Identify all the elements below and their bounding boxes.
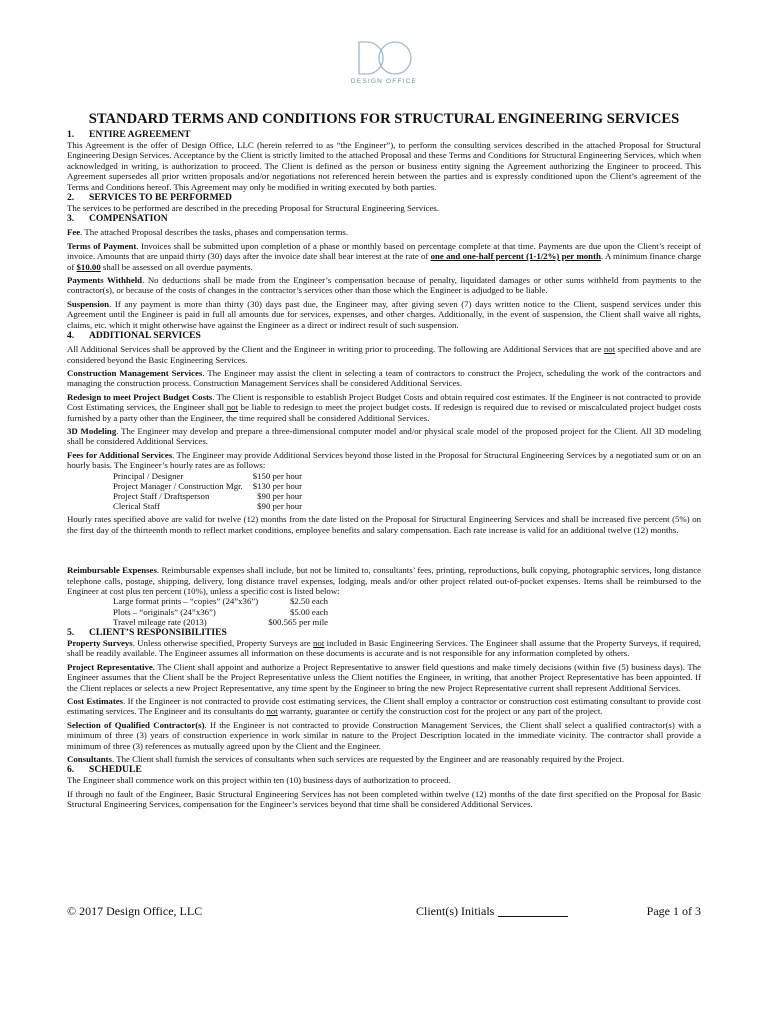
paragraph-terms-of-payment: Terms of Payment. Invoices shall be submitted upon completion of a phase or monthly based on percentage complete at that time. Payments are due upon the Client’s receipt of invoice. Amounts that are unpaid thirty (30) days after the invoice date shall bear interest at the rate of one and one-half percent (1-1/2%) per month. A minimum finance charge of $10.00 shall be assessed on all overdue payments. bbox=[67, 240, 702, 272]
section-heading-client-responsibilities: 5. CLIENT’S RESPONSIBILITIES bbox=[67, 627, 227, 639]
paragraph-property-surveys: Property Surveys. Unless otherwise specified, Property Surveys are not included in Basic Engineering Services. The Engineer shall assume that the Property Surveys, if required, shall be readily available. The Engineer assumes all information on these documents is accurate and is not responsible for any information completed by others. bbox=[67, 638, 701, 659]
table-row: Project Staff / Draftsperson $90 per hour bbox=[113, 490, 303, 501]
table-row: Principal / Designer $150 per hour bbox=[113, 470, 303, 481]
paragraph-consultants: Consultants. The Client shall furnish the services of consultants when such services are requested by the Engineer and are reasonably required by the Project. bbox=[67, 754, 625, 765]
reimbursable-costs-table bbox=[113, 596, 328, 627]
design-office-logo bbox=[0, 40, 768, 85]
document-title: STANDARD TERMS AND CONDITIONS FOR STRUCTURAL ENGINEERING SERVICES bbox=[88, 111, 680, 127]
paragraph-suspension: Suspension. If any payment is more than thirty (30) days past due, the Engineer may, after giving seven (7) days written notice to the Client, suspend services under this Agreement until the Engineer is paid in full all amounts due for services, expenses, and other charges. Additionally, in the event of suspension, the Client shall waive all rights, claims, etc. which it might otherwise have against the Engineer as a direct or indirect result of such suspension. bbox=[67, 298, 701, 330]
do-logo-mark-icon bbox=[353, 40, 415, 76]
paragraph-project-representative: Project Representative. The Client shall appoint and authorize a Project Representative to answer field questions and make timely decisions (within five (5) business days). The Engineer assumes that the Client shall be the Project Representative unless the Client notifies the Engineer, in writing, that another Project Representative has been appointed. If the Client replaces or selects a new Project Representative, any time spent by the Engineer to bring the new Project Representative current shall represent Additional Services. bbox=[67, 661, 701, 693]
paragraph-additional-intro: All Additional Services shall be approved by the Client and the Engineer in writing prior to proceeding. The following are Additional Services that are not specified above and are considered beyond the Basic Engineering Services. bbox=[67, 344, 702, 365]
paragraph-qualified-contractors: Selection of Qualified Contractor(s). If the Engineer is not contracted to provide Construction Management Services, the Client shall select a qualified contractor(s) with a minimum of three (3) years of construction experience in work similar in nature to the Project Description located in the immediate vicinity. The contractor shall provide a minimum of three (3) references as mutually agreed upon by the Client and the Engineer. bbox=[67, 719, 701, 751]
document-body bbox=[67, 110, 701, 810]
footer-client-initials: Client(s) Initials bbox=[416, 904, 568, 918]
table-row: Plots – “originals” (24”x36”) $5.00 each bbox=[113, 606, 329, 617]
table-row: Project Manager / Construction Mgr. $130 per hour bbox=[113, 480, 303, 491]
section-heading-schedule: 6. SCHEDULE bbox=[67, 764, 142, 776]
section-heading-entire-agreement: 1. ENTIRE AGREEMENT bbox=[67, 129, 191, 140]
paragraph-3d-modeling: 3D Modeling. The Engineer may develop and prepare a three-dimensional computer model and/or physical scale model of the proposed project for the Client. All 3D modeling shall be considered Additional Services. bbox=[67, 425, 701, 447]
paragraph-schedule-delay: If through no fault of the Engineer, Basic Structural Engineering Services has not been completed within twelve (12) months of the date first specified on the Proposal for Basic Structural Engineering Services, compensation for the Engineer’s services beyond that time shall be considered Additional Services. bbox=[67, 788, 701, 810]
paragraph-entire-agreement: This Agreement is the offer of Design Office, LLC (herein referred to as “the Engineer”), to perform the consulting services described in the attached Proposal for Structural Engineering Design Services. Acceptance by the Client is strictly limited to the attached Proposal and these Terms and Conditions for Structural Engineering Services, which when acknowledged in writing, is authorization to proceed. The Client is defined as the person or business entity signing the Agreement authorizing the Engineer to proceed. This Agreement supersedes all prior written proposals and/or negotiations not referenced herein between the parties and is expressly conditioned upon the Client’s agreement of the Terms and Conditions hereof. This Agreement may only be modified in writing executed by both parties. bbox=[67, 140, 701, 192]
table-row: Travel mileage rate (2013) $00.565 per mile bbox=[113, 616, 329, 627]
paragraph-construction-management: Construction Management Services. The Engineer may assist the client in selecting a team of contractors to construct the Project, scheduling the work of the contractors and managing the construction process. Construction Management Services shall be considered Additional Services. bbox=[67, 367, 701, 389]
paragraph-fees-additional: Fees for Additional Services. The Engineer may provide Additional Services beyond those listed in the Proposal for Structural Engineering Services by a negotiated sum or on an hourly basis. The Engineer’s hourly rates are as follows: bbox=[67, 449, 702, 471]
section-heading-additional-services: 4. ADDITIONAL SERVICES bbox=[67, 330, 201, 342]
footer-page-number: Page 1 of 3 bbox=[646, 904, 701, 918]
logo-text: DESIGN OFFICE bbox=[350, 78, 418, 85]
initials-signature-line[interactable] bbox=[498, 916, 568, 917]
paragraph-reimbursable: Reimbursable Expenses. Reimbursable expenses shall include, but not be limited to, consultants’ fees, printing, reproductions, bulk copying, photographic services, long distance telephone calls, postage, shipping, delivery, long distance travel expenses, lodging, meals and/or other project related out-of-pocket expenses. Items shall be reimbursed to the Engineer at cost plus ten percent (10%), unless a specific cost is listed below: bbox=[67, 565, 702, 596]
section-heading-services: 2. SERVICES TO BE PERFORMED bbox=[67, 192, 232, 204]
paragraph-redesign: Redesign to meet Project Budget Costs. The Client is responsible to establish Project Budget Costs and obtain required cost estimates. If the Engineer is not contracted to provide Cost Estimating services, the Engineer shall not be liable to redesign to meet the project budget costs. If redesign is required due to revised or miscalculated project budget costs furnished by a party other than the Engineer, the time required shall be considered Additional Services. bbox=[67, 391, 701, 423]
hourly-rates-table bbox=[113, 471, 302, 512]
paragraph-hourly-validity: Hourly rates specified above are valid for twelve (12) months from the date listed on the Proposal for Structural Engineering Services and shall be increased five percent (5%) on the first day of the thirteenth month to reflect market conditions, employee benefits and salary compensation. Each rate increase is valid for an additional twelve (12) months. bbox=[67, 514, 701, 535]
table-row: Large format prints – “copies” (24”x36”) $2.50 each bbox=[113, 596, 329, 607]
paragraph-payments-withheld: Payments Withheld. No deductions shall be made from the Engineer’s compensation because of penalty, liquidated damages or other sums withheld from payments to the contractor(s), or because of the costs of changes in the contractor’s services other than those which the Engineer is adjudged to be liable. bbox=[67, 275, 701, 296]
table-row: Clerical Staff $90 per hour bbox=[113, 501, 303, 512]
section-heading-compensation: 3. COMPENSATION bbox=[67, 213, 168, 225]
paragraph-cost-estimates: Cost Estimates. If the Engineer is not contracted to provide cost estimating services, the Client shall employ a contractor or construction cost estimating consultant to provide cost estimating services. The Engineer and its consultants do not warranty, guarantee or certify the construction cost for the project or any part of the project. bbox=[67, 696, 701, 717]
paragraph-fee: Fee. The attached Proposal describes the tasks, phases and compensation terms. bbox=[67, 227, 349, 238]
paragraph-services: The services to be performed are described in the preceding Proposal for Structural Engineering Services. bbox=[67, 203, 440, 214]
paragraph-schedule-commence: The Engineer shall commence work on this project within ten (10) business days of authorization to proceed. bbox=[67, 775, 451, 786]
footer-copyright: © 2017 Design Office, LLC bbox=[67, 904, 203, 918]
